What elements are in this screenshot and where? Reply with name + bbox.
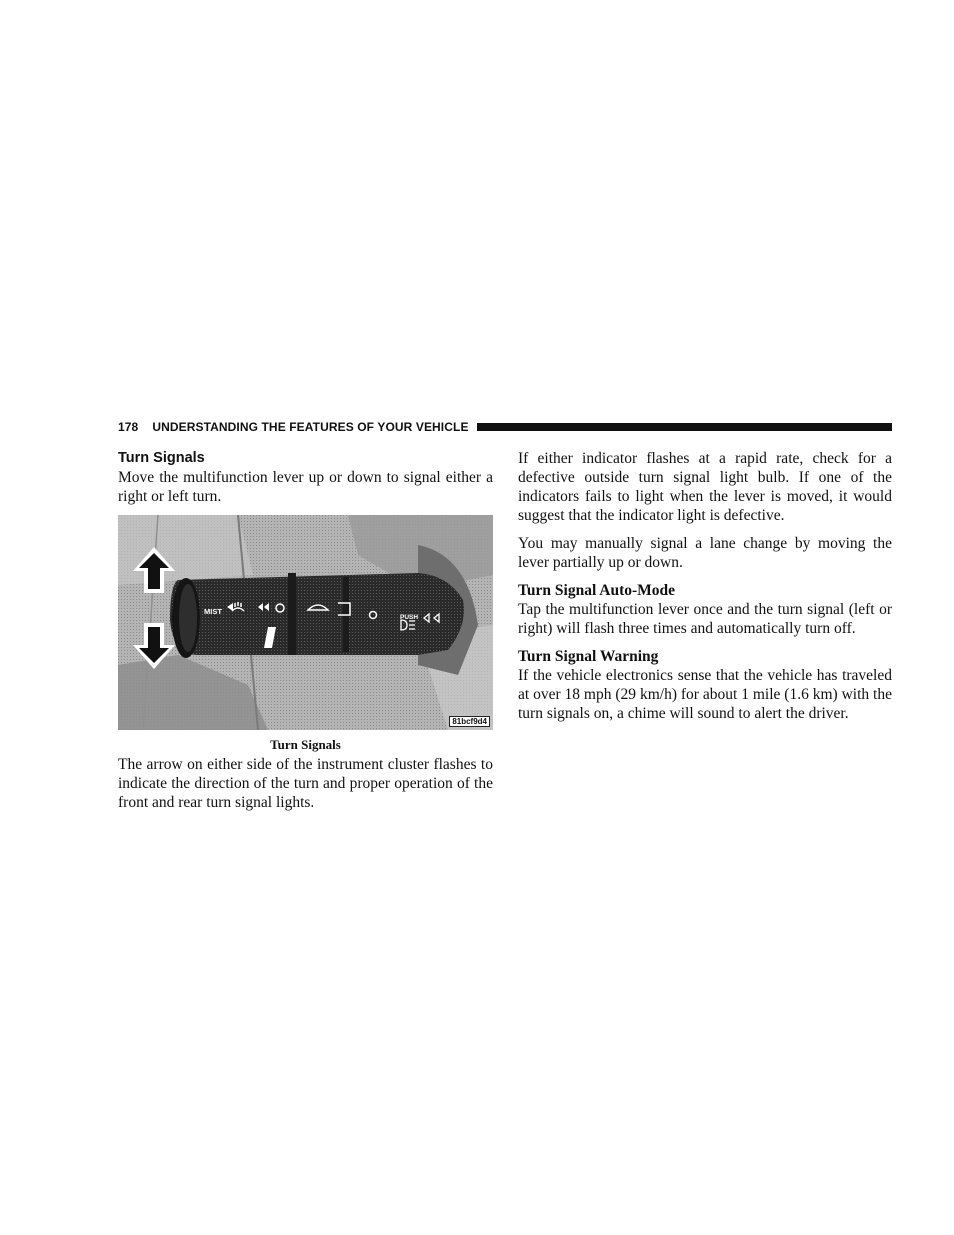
figure-caption: Turn Signals — [270, 737, 341, 752]
left-column — [118, 449, 493, 812]
page-header — [118, 418, 892, 436]
intro-paragraph: Move the multifunction lever up or down to signal either a right or left turn. — [118, 469, 493, 505]
image-code: 81bcf9d4 — [449, 716, 490, 727]
right-column — [518, 449, 892, 723]
header-rule — [477, 423, 892, 431]
rapid-flash-paragraph: If either indicator flashes at a rapid rate, check for a defective outside turn signal light bulb. If one of the indicators fails to light when the lever is moved, it would suggest that the indicator light is defective. — [518, 450, 892, 524]
warning-paragraph: If the vehicle electronics sense that the vehicle has traveled at over 18 mph (29 km/h) for about 1 mile (1.6 km) with the turn signals on, a chime will sound to alert the driver. — [518, 667, 892, 722]
turn-signals-heading: Turn Signals — [118, 450, 205, 466]
auto-mode-paragraph: Tap the multifunction lever once and the turn signal (left or right) will flash three times and automatically turn off. — [518, 601, 892, 637]
page-number: 178 — [118, 420, 139, 434]
turn-signal-figure — [118, 515, 493, 730]
cluster-arrow-paragraph: The arrow on either side of the instrument cluster flashes to indicate the direction of the turn and proper operation of the front and rear turn signal lights. — [118, 756, 493, 811]
lever-illustration — [118, 515, 493, 730]
mist-label: MIST — [204, 607, 222, 616]
section-title: UNDERSTANDING THE FEATURES OF YOUR VEHICLE — [152, 420, 469, 434]
warning-heading: Turn Signal Warning — [518, 648, 659, 665]
push-label: PUSH — [400, 614, 419, 621]
lane-change-paragraph: You may manually signal a lane change by moving the lever partially up or down. — [518, 535, 892, 571]
auto-mode-heading: Turn Signal Auto-Mode — [518, 582, 676, 599]
